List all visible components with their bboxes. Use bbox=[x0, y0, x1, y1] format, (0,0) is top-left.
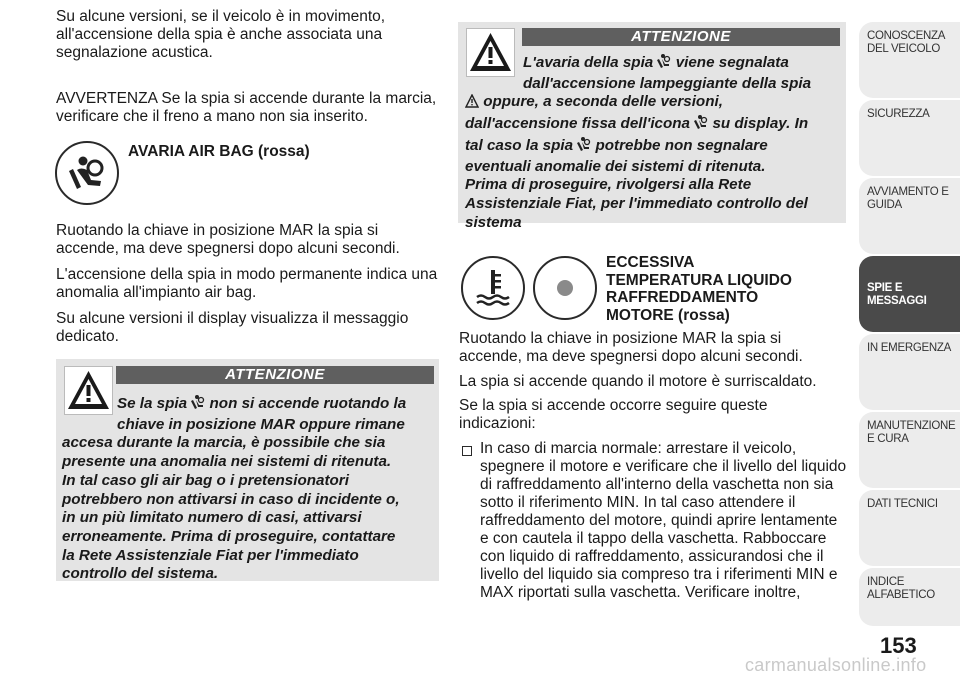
warning-title: ATTENZIONE bbox=[522, 28, 840, 46]
warning-line: dall'accensione lampeggiante della spia bbox=[523, 74, 812, 92]
warning-line: non si accende ruotando la bbox=[205, 395, 407, 412]
airbag-inline-icon bbox=[577, 136, 591, 158]
tab-conoscenza-del-veicolo[interactable]: CONOSCENZA DEL VEICOLO bbox=[859, 22, 960, 98]
warning-text-airbag bbox=[62, 394, 437, 584]
warning-line: presente una anomalia nei sistemi di ritenuta. bbox=[62, 453, 392, 471]
tab-in-emergenza[interactable]: IN EMERGENZA bbox=[859, 334, 960, 410]
warning-line: Prima di proseguire, rivolgersi alla Rete bbox=[465, 176, 752, 194]
small-triangle-icon bbox=[465, 94, 479, 114]
warning-line: in un più limitato numero di casi, attivarsi bbox=[62, 509, 362, 527]
tab-indice-alfabetico[interactable]: INDICE ALFABETICO bbox=[859, 568, 960, 626]
paragraph-airbag-display: Su alcune versioni il display visualizza il messaggio dedicato. bbox=[56, 310, 409, 345]
paragraph-airbag-mar: Ruotando la chiave in posizione MAR la spia si accende, ma deve spegnersi dopo alcuni secondi. bbox=[56, 222, 400, 257]
warning-line: viene segnalata bbox=[671, 54, 789, 71]
watermark: carmanualsonline.info bbox=[745, 655, 927, 675]
coolant-temperature-icon bbox=[461, 256, 525, 320]
warning-line: tal caso la spia bbox=[465, 136, 578, 154]
coolant-heading-line: TEMPERATURA LIQUIDO bbox=[606, 271, 792, 289]
airbag-heading: AVARIA AIR BAG (rossa) bbox=[128, 143, 310, 160]
warning-line: erroneamente. Prima di proseguire, contattare bbox=[62, 527, 396, 545]
coolant-heading-line: MOTORE (rossa) bbox=[606, 306, 730, 324]
warning-line: eventuali anomalie dei sistemi di ritenuta. bbox=[465, 157, 766, 175]
coolant-heading bbox=[606, 254, 846, 324]
warning-line: Assistenziale Fiat, per l'immediato controllo del bbox=[465, 194, 808, 212]
warning-line: la Rete Assistenziale Fiat per l'immediato bbox=[62, 546, 359, 564]
warning-lamp-icon bbox=[533, 256, 597, 320]
warning-line: oppure, a seconda delle versioni, bbox=[479, 93, 723, 111]
warning-line: accesa durante la marcia, è possibile che sia bbox=[62, 434, 386, 452]
tab-avviamento-e-guida[interactable]: AVVIAMENTO E GUIDA bbox=[859, 178, 960, 254]
warning-line: L'avaria della spia bbox=[523, 54, 658, 71]
paragraph-acoustic: Su alcune versioni, se il veicolo è in movimento, all'accensione della spia è anche associata una segnalazione acustica. bbox=[56, 8, 386, 61]
airbag-warning-icon bbox=[55, 141, 119, 205]
paragraph-coolant-indications: Se la spia si accende occorre seguire queste indicazioni: bbox=[459, 397, 768, 432]
paragraph-coolant-mar: Ruotando la chiave in posizione MAR la spia si accende, ma deve spegnersi dopo alcuni secondi. bbox=[459, 330, 803, 365]
airbag-inline-icon bbox=[694, 114, 708, 136]
coolant-heading-line: RAFFREDDAMENTO bbox=[606, 289, 759, 306]
warning-line: chiave in posizione MAR oppure rimane bbox=[117, 415, 405, 433]
warning-line: Se la spia bbox=[117, 395, 192, 412]
warning-text-airbag-fault bbox=[465, 53, 843, 232]
tab-manutenzione-e-cura[interactable]: MANUTENZIONE E CURA bbox=[859, 412, 960, 488]
warning-line: sistema bbox=[465, 213, 522, 231]
warning-line: su display. In bbox=[708, 115, 809, 133]
airbag-inline-icon bbox=[657, 53, 671, 75]
bullet-square-icon bbox=[462, 446, 472, 456]
warning-line: In tal caso gli air bag o i pretensionatori bbox=[62, 471, 349, 489]
paragraph-coolant-overheat: La spia si accende quando il motore è surriscaldato. bbox=[459, 373, 817, 390]
tab-sicurezza[interactable]: SICUREZZA bbox=[859, 100, 960, 176]
warning-title: ATTENZIONE bbox=[116, 366, 434, 384]
page-number: 153 bbox=[880, 633, 917, 658]
paragraph-avvertenza: AVVERTENZA Se la spia si accende durante la marcia, verificare che il freno a mano non sia inserito. bbox=[56, 90, 437, 125]
bullet-coolant-normal: In caso di marcia normale: arrestare il veicolo, spegnere il motore e verificare che il livello del liquido di raffreddamento all'interno della vaschetta non sia sotto il riferimento MIN. In tal caso attendere il raffreddamento del motore, quindi aprire lentamente e con cautela il tappo della vaschetta. Rabboccare con liquido di raffreddamento, assicurandosi che il livello del liquido sia compreso tra i riferimenti MIN e MAX riportati sulla vaschetta. Verificare inoltre, bbox=[480, 440, 847, 601]
tab-dati-tecnici[interactable]: DATI TECNICI bbox=[859, 490, 960, 566]
warning-line: controllo del sistema. bbox=[62, 565, 219, 583]
paragraph-airbag-permanent: L'accensione della spia in modo permanente indica una anomalia all'impianto air bag. bbox=[56, 266, 438, 301]
airbag-inline-icon bbox=[191, 394, 205, 416]
warning-line: potrebbero non attivarsi in caso di incidente o, bbox=[62, 490, 400, 508]
tab-spie-e-messaggi[interactable]: SPIE E MESSAGGI bbox=[859, 256, 960, 332]
coolant-heading-line: ECCESSIVA bbox=[606, 254, 695, 271]
warning-line: dall'accensione fissa dell'icona bbox=[465, 115, 695, 133]
warning-line: potrebbe non segnalare bbox=[591, 136, 768, 154]
